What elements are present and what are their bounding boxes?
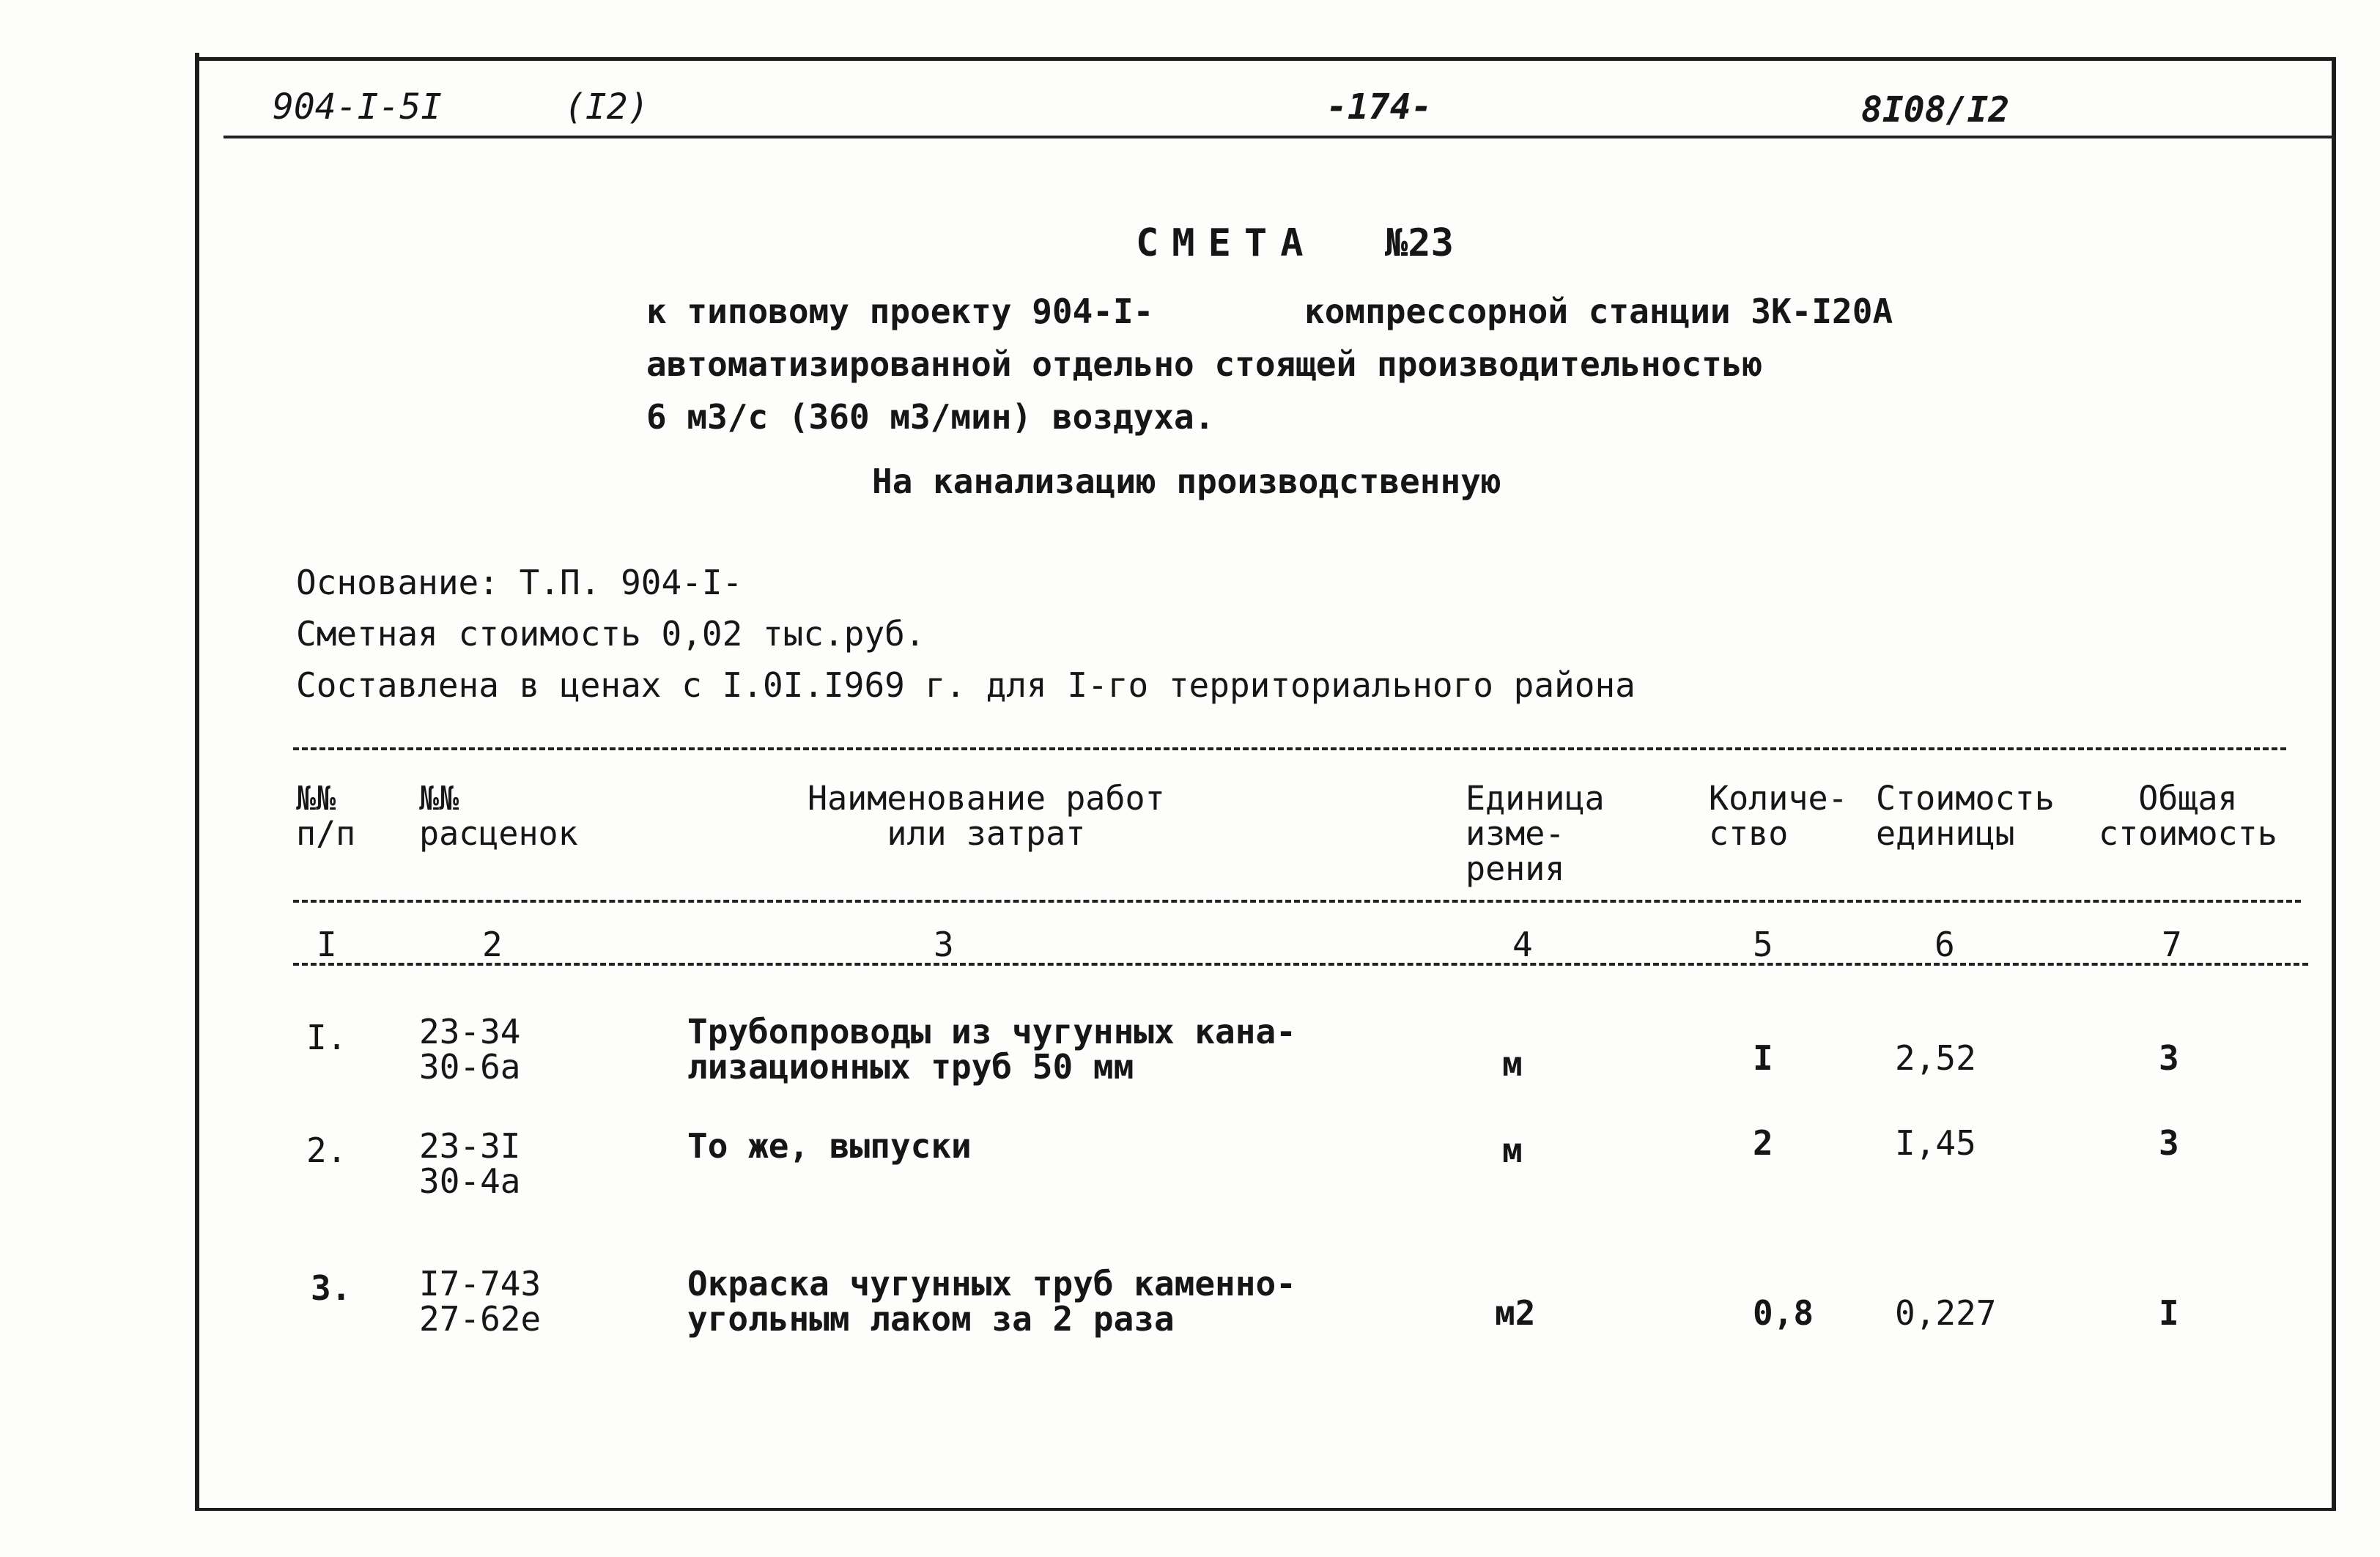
row-2-qty: 2 (1753, 1123, 1773, 1163)
frame-top-border (195, 57, 2336, 61)
row-2-total: 3 (2159, 1123, 2179, 1163)
title-line-2: автоматизированной отдельно стоящей производительностью (646, 344, 1763, 384)
column-header-code: №№ расценок (419, 779, 578, 853)
column-number-6: 6 (1934, 925, 1955, 964)
row-3-code: I7-743 27-62е (419, 1264, 542, 1339)
column-number-3: 3 (934, 925, 954, 964)
inventory-number: 8I08/I2 (1861, 89, 2010, 130)
page-number: -174- (1326, 86, 1433, 127)
row-3-name: Окраска чугунных труб каменно- угольным лаком за 2 раза (687, 1264, 1296, 1339)
column-number-2: 2 (482, 925, 503, 964)
basis-line-1: Основание: Т.П. 904-I- (296, 563, 743, 602)
row-1-unit: м (1502, 1044, 1523, 1084)
row-3-unit: м2 (1495, 1293, 1536, 1333)
column-number-4: 4 (1512, 925, 1533, 964)
document-heading: СМЕТА (1136, 221, 1317, 265)
row-2-code: 23-3I 30-4а (419, 1126, 521, 1201)
column-header-name: Наименование работ или затрат (808, 779, 1165, 853)
row-1-qty: I (1753, 1038, 1773, 1078)
column-number-7: 7 (2162, 925, 2182, 964)
column-number-5: 5 (1753, 925, 1773, 964)
column-header-qty: Количе- ство (1709, 779, 1848, 853)
frame-bottom-border (195, 1508, 2336, 1511)
title-line-1-right: компрессорной станции ЗК-I20А (1304, 292, 1893, 331)
row-2-name: То же, выпуски (687, 1126, 972, 1166)
estimate-number: №23 (1385, 221, 1454, 265)
basis-line-2: Сметная стоимость 0,02 тыс.руб. (296, 614, 925, 654)
title-line-1: к типовому проекту 904-I- (646, 292, 1154, 331)
table-top-rule (293, 747, 2286, 750)
row-1-unit-cost: 2,52 (1895, 1038, 1976, 1078)
row-1-name: Трубопроводы из чугунных кана- лизационных труб 50 мм (687, 1012, 1296, 1087)
row-2-number: 2. (306, 1131, 347, 1170)
table-header-rule (293, 900, 2301, 903)
sheet-number: (I2) (564, 86, 649, 127)
title-line-3: 6 м3/с (360 м3/мин) воздуха. (646, 397, 1215, 437)
basis-line-3: Составлена в ценах с I.0I.I969 г. для I-го территориального района (296, 665, 1636, 705)
column-header-unit-cost: Стоимость единицы (1876, 779, 2055, 853)
estimate-subject: На канализацию производственную (872, 462, 1501, 501)
column-number-1: I (317, 925, 337, 964)
row-2-unit-cost: I,45 (1895, 1123, 1976, 1163)
row-3-qty: 0,8 (1753, 1293, 1814, 1333)
row-1-code: 23-34 30-6а (419, 1012, 521, 1087)
header-underline (223, 136, 2334, 138)
row-1-total: 3 (2159, 1038, 2179, 1078)
project-code: 904-I-5I (273, 86, 443, 127)
frame-left-border (195, 53, 199, 1511)
frame-right-border (2332, 60, 2336, 1511)
row-3-total: I (2159, 1293, 2179, 1333)
row-2-unit: м (1502, 1131, 1523, 1170)
column-header-num: №№ п/п (296, 779, 356, 853)
row-1-number: I. (306, 1018, 347, 1057)
table-number-rule (293, 963, 2308, 966)
row-3-number: 3. (311, 1268, 352, 1308)
row-3-unit-cost: 0,227 (1895, 1293, 1997, 1333)
column-header-total: Общая стоимость (2099, 779, 2277, 853)
column-header-unit: Единица изме- рения (1466, 779, 1605, 888)
